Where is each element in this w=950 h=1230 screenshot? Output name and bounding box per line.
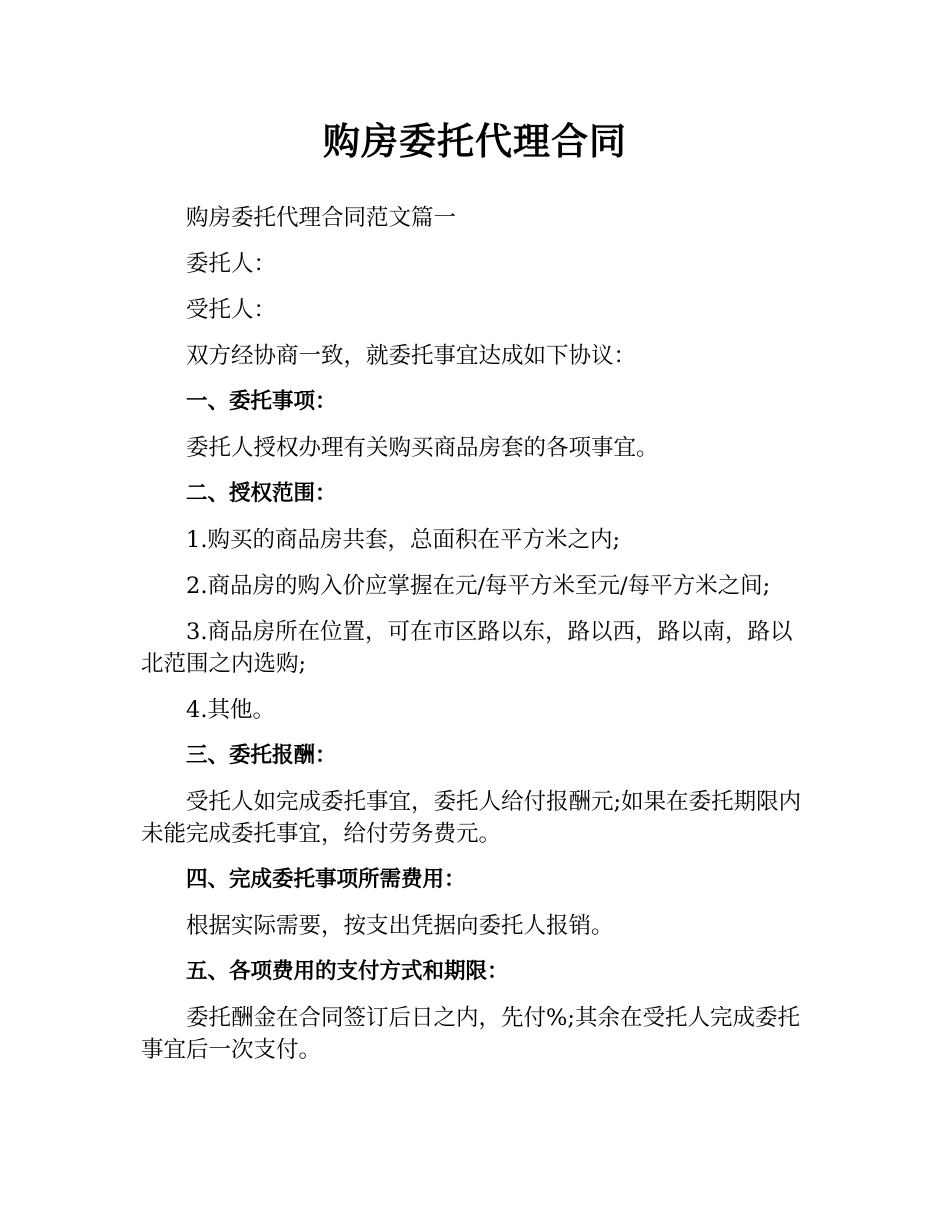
section-heading-3: 三、委托报酬： (186, 743, 337, 768)
paragraph-scope-2: 2.商品房的购入价应掌握在元/每平方米至元/每平方米之间; (186, 573, 771, 599)
paragraph-section-5: 委托酬金在合同签订后日之内，先付%;其余在受托人完成委托事宜后一次支付。 (141, 1005, 800, 1063)
paragraph-scope-3: 3.商品房所在位置，可在市区路以东，路以西，路以南，路以北范围之内选购; (141, 619, 793, 677)
section-heading-2: 二、授权范围： (186, 481, 337, 506)
document-body (141, 202, 807, 1080)
paragraph-scope-4: 4.其他。 (186, 697, 275, 723)
paragraph-section-4: 根据实际需要，按支出凭据向委托人报销。 (186, 913, 614, 939)
paragraph-section-3: 受托人如完成委托事宜，委托人给付报酬元;如果在委托期限内未能完成委托事宜，给付劳务费元。 (141, 789, 802, 847)
paragraph-section-1: 委托人授权办理有关购买商品房套的各项事宜。 (186, 435, 659, 461)
section-heading-5: 五、各项费用的支付方式和期限： (186, 959, 509, 984)
paragraph-agent: 受托人： (186, 297, 277, 323)
paragraph-agreement: 双方经协商一致，就委托事宜达成如下协议： (186, 343, 637, 369)
section-heading-1: 一、委托事项： (186, 389, 337, 414)
section-heading-4: 四、完成委托事项所需费用： (186, 867, 466, 892)
document-title: 购房委托代理合同 (323, 120, 627, 163)
paragraph-principal: 委托人： (186, 251, 277, 277)
paragraph-scope-1: 1.购买的商品房共套，总面积在平方米之内; (186, 527, 621, 553)
paragraph-subtitle: 购房委托代理合同范文篇一 (186, 205, 457, 231)
